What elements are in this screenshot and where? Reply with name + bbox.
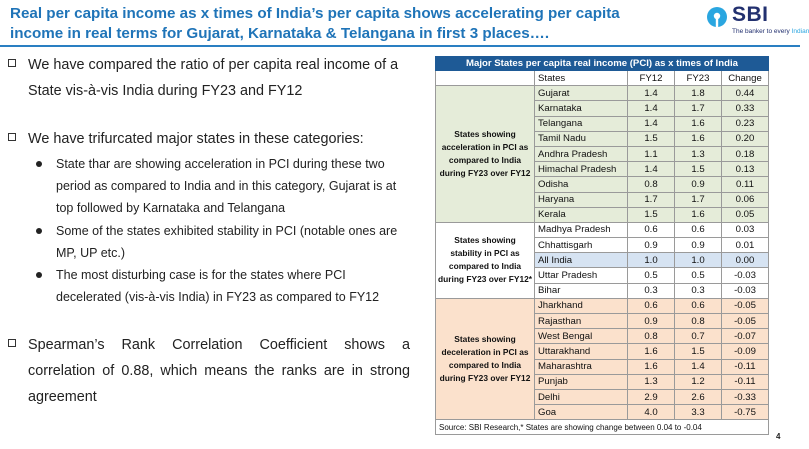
table-row: Karnataka 1.4 1.7 0.33 (436, 101, 769, 116)
table-source-row (436, 420, 769, 435)
round-bullet-icon (36, 272, 42, 278)
table-row: Goa 4.0 3.3 -0.75 (436, 405, 769, 420)
header-fy12: FY12 (628, 71, 675, 86)
table-row: Bihar 0.3 0.3 -0.03 (436, 283, 769, 298)
table-title-row (436, 57, 769, 71)
header-change: Change (722, 71, 769, 86)
table-source-note: Source: SBI Research,* States are showing change between 0.04 to -0.04 (436, 420, 769, 435)
logo-tagline: The banker to every Indian (732, 28, 809, 35)
sbi-logo-icon (706, 6, 728, 28)
header-category (436, 71, 535, 86)
square-bullet-icon (8, 59, 16, 67)
table-header-row (436, 71, 769, 86)
table-row: Tamil Nadu 1.5 1.6 0.20 (436, 131, 769, 146)
table-row: Uttarakhand 1.6 1.5 -0.09 (436, 344, 769, 359)
sub-bullet-item: The most disturbing case is for the states where PCI decelerated (vis-à-vis India) in FY23 as compared to FY12 (36, 264, 408, 308)
table-row: States showing deceleration in PCI as compared to India during FY23 over FY12 Jharkhand 0.6 0.6 -0.05 (436, 298, 769, 313)
bullet-item: We have trifurcated major states in these categories: (8, 126, 413, 152)
table-row: Delhi 2.9 2.6 -0.33 (436, 389, 769, 404)
pci-table (435, 56, 769, 435)
square-bullet-icon (8, 339, 16, 347)
round-bullet-icon (36, 228, 42, 234)
table-title: Major States per capita real income (PCI) as x times of India (436, 57, 769, 71)
table-row-all-india: All India 1.0 1.0 0.00 (436, 253, 769, 268)
table-row: Uttar Pradesh 0.5 0.5 -0.03 (436, 268, 769, 283)
sub-bullet-item: State thar are showing acceleration in PCI during these two period as compared to India and in this category, Gujarat is at top followed by Karnataka and Telangana (36, 153, 408, 219)
header-fy23: FY23 (675, 71, 722, 86)
logo-wordmark: SBI (732, 3, 769, 26)
table-row: West Bengal 0.8 0.7 -0.07 (436, 329, 769, 344)
table-row: Odisha 0.8 0.9 0.11 (436, 177, 769, 192)
slide-title: Real per capita income as x times of India’s per capita shows accelerating per capita income in real terms for Gujarat, Karnataka & Telangana in first 3 places…. (10, 5, 620, 42)
round-bullet-icon (36, 161, 42, 167)
table-row: Andhra Pradesh 1.1 1.3 0.18 (436, 146, 769, 161)
bullet-item: Spearman’s Rank Correlation Coefficient shows a correlation of 0.88, which means the ranks are in strong agreement (8, 332, 410, 410)
table-row: States showing acceleration in PCI as compared to India during FY23 over FY12 Gujarat 1.4 1.8 0.44 (436, 86, 769, 101)
table-row: Telangana 1.4 1.6 0.23 (436, 116, 769, 131)
title-divider (0, 45, 800, 47)
table-row: Punjab 1.3 1.2 -0.11 (436, 374, 769, 389)
table-row: Himachal Pradesh 1.4 1.5 0.13 (436, 162, 769, 177)
group-label-deceleration: States showing deceleration in PCI as compared to India during FY23 over FY12 (436, 298, 535, 420)
table-row: Maharashtra 1.6 1.4 -0.11 (436, 359, 769, 374)
header-states: States (535, 71, 628, 86)
table-row: Chhattisgarh 0.9 0.9 0.01 (436, 238, 769, 253)
sub-bullet-item: Some of the states exhibited stability in PCI (notable ones are MP, UP etc.) (36, 220, 408, 264)
page-number: 4 (776, 432, 781, 441)
group-label-acceleration: States showing acceleration in PCI as compared to India during FY23 over FY12 (436, 86, 535, 223)
table-row: States showing stability in PCI as compared to India during FY23 over FY12* Madhya Pradesh 0.6 0.6 0.03 (436, 222, 769, 237)
table-row: Kerala 1.5 1.6 0.05 (436, 207, 769, 222)
bullet-item: We have compared the ratio of per capita real income of a State vis-à-vis India during FY23 and FY12 (8, 52, 413, 104)
group-label-stability: States showing stability in PCI as compared to India during FY23 over FY12* (436, 222, 535, 298)
sbi-logo (706, 3, 809, 38)
square-bullet-icon (8, 133, 16, 141)
table-row: Rajasthan 0.9 0.8 -0.05 (436, 314, 769, 329)
table-row: Haryana 1.7 1.7 0.06 (436, 192, 769, 207)
